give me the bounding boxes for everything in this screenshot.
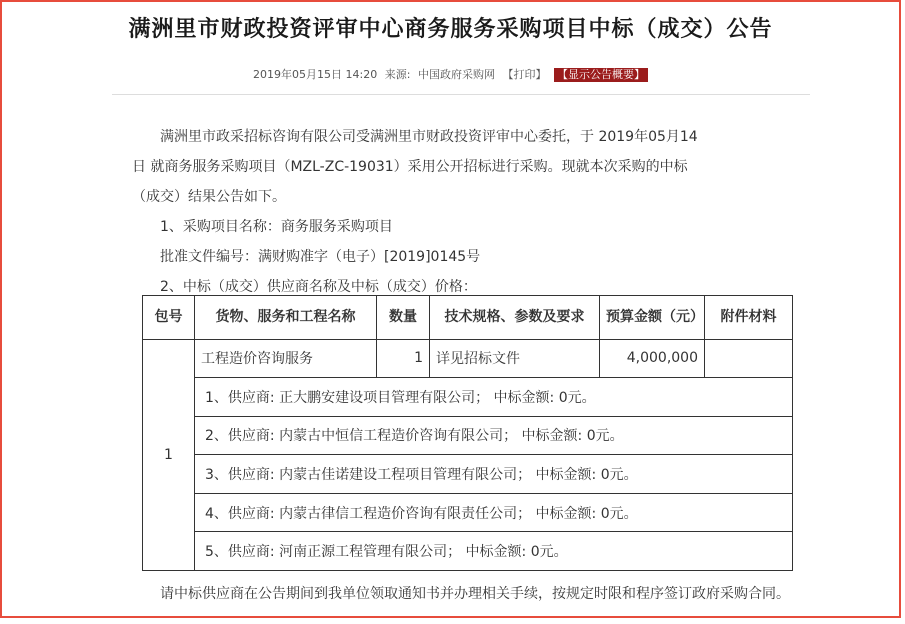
header-budget: 预算金额（元） (600, 296, 705, 340)
source-name[interactable]: 中国政府采购网 (417, 68, 495, 81)
header-attachments: 附件材料 (705, 296, 793, 340)
winners-heading-line: 2、中标（成交）供应商名称及中标（成交）价格： (160, 279, 477, 295)
header-package: 包号 (143, 296, 195, 340)
supplier-1: 1、供应商: 正大鹏安建设项目管理有限公司； 中标金额: 0元。 (195, 378, 793, 417)
package-number: 1 (143, 339, 195, 570)
publish-datetime: 2019年05月15日 14:20 (253, 68, 378, 81)
closing-paragraph: 请中标供应商在公告期间到我单位领取通知书并办理相关手续，按规定时限和程序签订政府采购合同。 (160, 586, 790, 602)
print-link[interactable]: 【打印】 (502, 68, 547, 81)
title-divider (112, 94, 810, 95)
header-goods: 货物、服务和工程名称 (195, 296, 377, 340)
header-spec: 技术规格、参数及要求 (430, 296, 600, 340)
supplier-2: 2、供应商: 内蒙古中恒信工程造价咨询有限公司； 中标金额: 0元。 (195, 416, 793, 455)
header-quantity: 数量 (377, 296, 430, 340)
supplier-3: 3、供应商: 内蒙古佳诺建设工程项目管理有限公司； 中标金额: 0元。 (195, 455, 793, 494)
quantity: 1 (377, 339, 430, 378)
supplier-row (143, 378, 793, 417)
meta-line (2, 66, 899, 82)
supplier-row (143, 532, 793, 571)
table-row (143, 339, 793, 378)
supplier-row (143, 493, 793, 532)
intro-paragraph: 满洲里市政采招标咨询有限公司受满洲里市财政投资评审中心委托，于 2019年05月14日 就商务服务采购项目（MZL-ZC-19031）采用公开招标进行采购。现就本次采购的中标（成交）结果公告如下。 (132, 129, 698, 205)
supplier-row (143, 455, 793, 494)
approval-number-line: 批准文件编号：满财购准字（电子）[2019]0145号 (160, 249, 481, 265)
supplier-row (143, 416, 793, 455)
announcement-title: 满洲里市财政投资评审中心商务服务采购项目中标（成交）公告 (128, 17, 773, 42)
project-name-line: 1、采购项目名称：商务服务采购项目 (160, 219, 393, 235)
goods-name: 工程造价咨询服务 (195, 339, 377, 378)
spec-text: 详见招标文件 (430, 339, 600, 378)
table-header-row (143, 296, 793, 340)
show-summary-button[interactable]: 【显示公告概要】 (554, 68, 648, 82)
supplier-4: 4、供应商: 内蒙古律信工程造价咨询有限责任公司； 中标金额: 0元。 (195, 493, 793, 532)
supplier-5: 5、供应商: 河南正源工程管理有限公司； 中标金额: 0元。 (195, 532, 793, 571)
attachments-cell (705, 339, 793, 378)
announcement-body (132, 122, 712, 302)
award-table (142, 295, 793, 571)
source-label: 来源: (384, 68, 411, 81)
budget-amount: 4,000,000 (600, 339, 705, 378)
